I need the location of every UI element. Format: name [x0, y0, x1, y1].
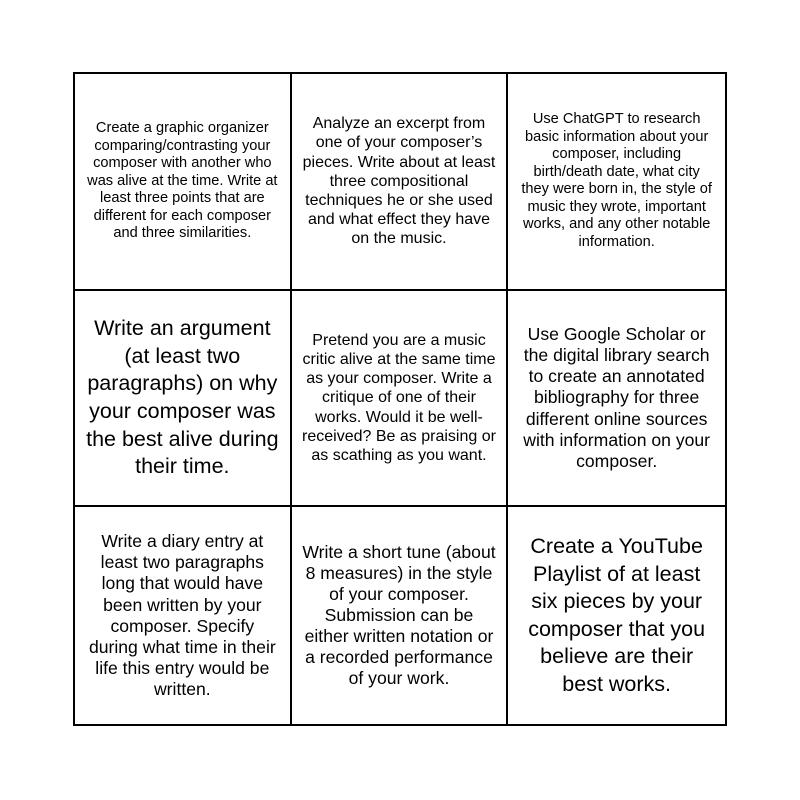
cell-text: Use ChatGPT to research basic information about your composer, including birth/death date, what city they were born in, the style of music they wrote, important works, and any other notable information. — [521, 111, 712, 250]
bingo-cell-analyze-excerpt — [292, 74, 509, 291]
bingo-cell-chatgpt-research — [508, 74, 725, 291]
bingo-cell-diary-entry — [75, 507, 292, 724]
cell-text: Use Google Scholar or the digital library search to create an annotated bibliography for three different online sources with information on your composer. — [523, 324, 711, 471]
bingo-cell-graphic-organizer — [75, 74, 292, 291]
cell-text: Pretend you are a music critic alive at the same time as your composer. Write a critique of one of their works. Would it be well-received? Be as praising or as scathing as you want. — [302, 331, 496, 464]
cell-text: Write an argument (at least two paragraphs) on why your composer was the best alive during their time. — [86, 316, 279, 479]
cell-text: Create a graphic organizer comparing/contrasting your composer with another who was alive at the time. Write at least three points that are different for each composer and three similarities. — [87, 120, 278, 242]
bingo-cell-youtube-playlist — [508, 507, 725, 724]
bingo-cell-short-tune — [292, 507, 509, 724]
cell-text: Write a diary entry at least two paragraphs long that would have been written by your composer. Specify during what time in their life this entry would be written. — [88, 531, 276, 699]
bingo-cell-annotated-bibliography — [508, 291, 725, 508]
cell-text: Write a short tune (about 8 measures) in the style of your composer. Submission can be either written notation or a recorded performance of your work. — [302, 541, 496, 689]
cell-text: Analyze an excerpt from one of your composer’s pieces. Write about at least three compositional techniques he or she used and what effect they have on the music. — [302, 115, 496, 248]
cell-text: Create a YouTube Playlist of at least six pieces by your composer that you believe are their best works. — [528, 534, 706, 696]
bingo-cell-write-argument — [75, 291, 292, 508]
bingo-board — [73, 72, 727, 726]
bingo-cell-music-critic — [292, 291, 509, 508]
